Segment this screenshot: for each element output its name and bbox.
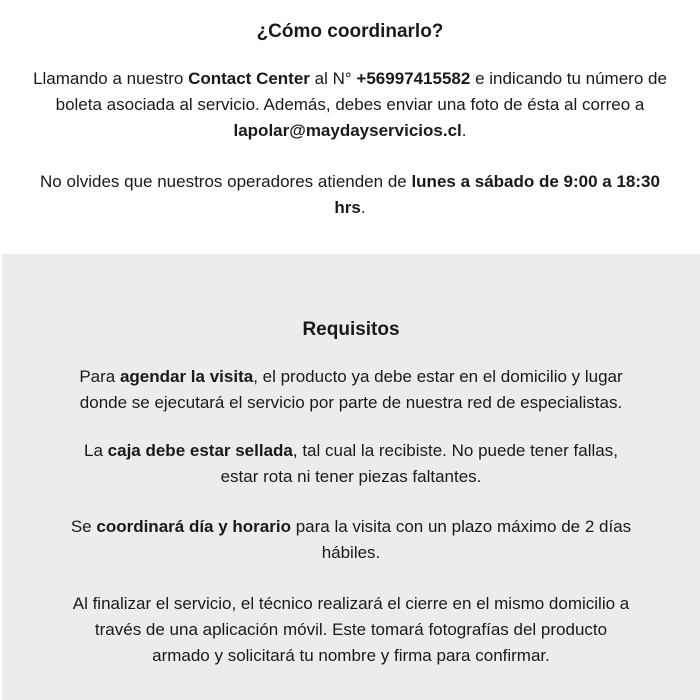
requirement-emphasis: coordinará día y horario [96,517,291,536]
hours-days: lunes a sábado de 9:00 a 18:30 [411,172,660,191]
contact-text: Llamando a nuestro [33,69,189,88]
requirement-text: , tal cual la recibiste. No puede tener fallas, [292,441,618,460]
requirements-title: Requisitos [302,319,400,340]
hours-note [0,169,700,221]
hours-text: . [360,198,366,217]
requirement-line [2,364,700,390]
requirement-coordinate-schedule [2,514,700,566]
requirement-line: hábiles. [321,543,381,562]
contact-line-1 [0,66,700,92]
requirement-line: armado y solicitará tu nombre y firma para confirmar. [152,646,550,665]
contact-text: e indicando tu número de [470,69,667,88]
requirement-line: Al finalizar el servicio, el técnico realizará el cierre en el mismo domicilio a [72,594,630,613]
requirement-text: La [84,441,108,460]
requirements-section [2,254,700,700]
coordinate-section [0,0,700,254]
requirement-emphasis: agendar la visita [119,367,254,386]
contact-text: . [461,121,467,140]
contact-instructions [0,66,700,144]
contact-center-label: Contact Center [188,69,310,88]
hours-text: No olvides que nuestros operadores atienden de [40,172,412,191]
requirement-text: para la visita con un plazo máximo de 2 días [290,517,632,536]
requirement-schedule-visit [2,364,700,416]
requirement-line [2,438,700,464]
hours-line-1 [0,169,700,195]
contact-line-3 [0,118,700,144]
contact-line-2: boleta asociada al servicio. Además, debes enviar una foto de ésta al correo a [55,95,645,114]
requirement-sealed-box [2,438,700,490]
requirement-text: Para [79,367,120,386]
email-address: lapolar@maydayservicios.cl [233,121,462,140]
requirement-line: estar rota ni tener piezas faltantes. [220,467,482,486]
requirement-text: , el producto ya debe estar en el domicilio y lugar [253,367,623,386]
contact-text: al N° [309,69,357,88]
requirement-line [2,514,700,540]
requirement-line: donde se ejecutará el servicio por parte de nuestra red de especialistas. [79,393,623,412]
requirement-line: través de una aplicación móvil. Este tomará fotografías del producto [94,620,608,639]
requirement-service-closure [2,591,700,669]
coordinate-title: ¿Cómo coordinarlo? [256,21,444,42]
hours-line-2 [0,195,700,221]
hours-unit: hrs [334,198,361,217]
requirement-text: Se [70,517,97,536]
requirement-emphasis: caja debe estar sellada [107,441,293,460]
phone-number: +56997415582 [356,69,471,88]
